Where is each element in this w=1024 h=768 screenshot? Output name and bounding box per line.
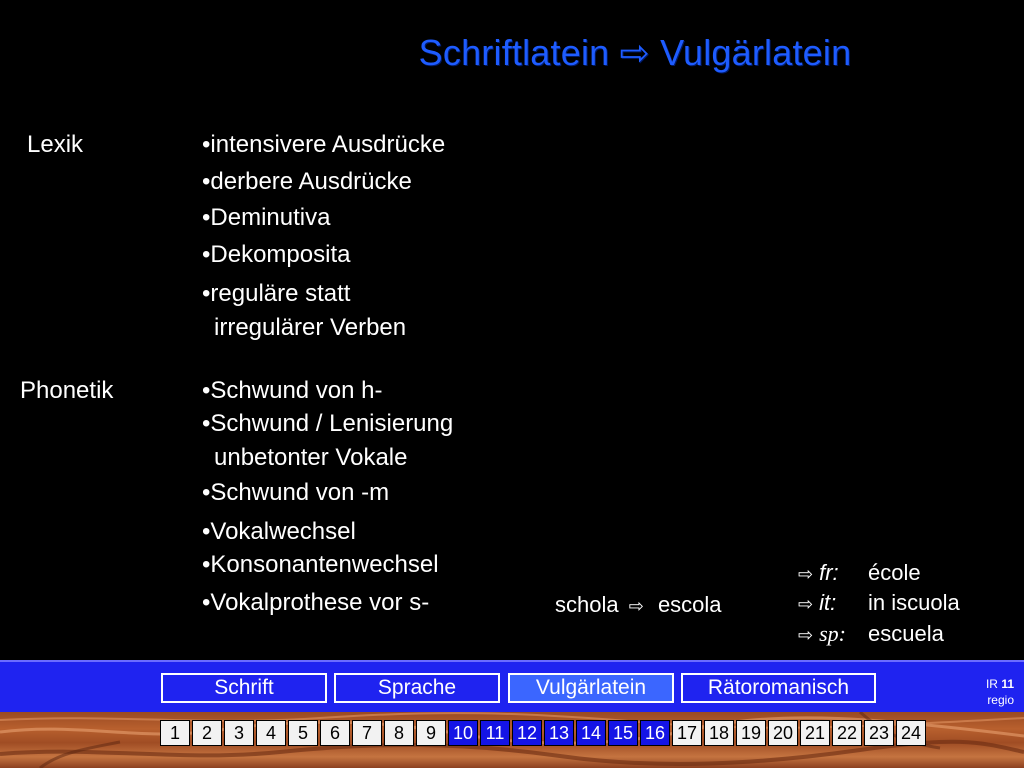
lang-label: fr: [819,560,839,585]
example-sp-word: escuela [868,621,944,646]
section-label-phonetik: Phonetik [20,377,114,404]
list-item: •Dekomposita [202,241,351,268]
page-button-9[interactable]: 9 [416,720,446,746]
slide-title: Schriftlatein ⇨ Vulgärlatein [418,32,852,73]
page-button-5[interactable]: 5 [288,720,318,746]
example-target: escola [657,592,722,617]
example-source: schola [555,592,619,617]
nav-sprache[interactable]: Sprache [334,673,500,703]
page-button-14[interactable]: 14 [576,720,606,746]
slide-ref-number: 11 [1001,677,1014,691]
list-item: •Schwund von h- [202,377,383,404]
list-item: •intensivere Ausdrücke [202,131,446,158]
arrow-right-icon: ⇨ [798,594,814,614]
nav-vulgaerlatein[interactable]: Vulgärlatein [508,673,674,703]
lang-label: it: [819,590,837,615]
nav-bar [0,660,1024,712]
example-fr [798,560,839,586]
slide-ref-prefix: IR [985,677,998,691]
page-button-4[interactable]: 4 [256,720,286,746]
page-button-12[interactable]: 12 [512,720,542,746]
lang-label: sp: [819,621,846,646]
example-derivation [555,592,722,618]
list-item: •Schwund / Lenisierung [202,410,454,437]
page-button-16[interactable]: 16 [640,720,670,746]
nav-schrift[interactable]: Schrift [161,673,327,703]
list-item: •Schwund von -m [202,479,390,506]
page-button-1[interactable]: 1 [160,720,190,746]
list-item: irregulärer Verben [214,314,407,341]
example-fr-word: école [868,560,921,585]
nav-raetoromanisch[interactable]: Rätoromanisch [681,673,876,703]
list-item: •Deminutiva [202,204,331,231]
page-button-7[interactable]: 7 [352,720,382,746]
arrow-right-icon: ⇨ [798,564,814,584]
example-it-word: in iscuola [868,590,960,615]
page-button-24[interactable]: 24 [896,720,926,746]
page-button-8[interactable]: 8 [384,720,414,746]
list-item: •Vokalwechsel [202,518,356,545]
slide-reference [986,676,1014,708]
page-button-2[interactable]: 2 [192,720,222,746]
list-item: •derbere Ausdrücke [202,168,412,195]
slide-ref-sub: regio [987,693,1014,707]
page-navigation [160,720,928,748]
section-label-lexik: Lexik [27,131,84,158]
page-button-19[interactable]: 19 [736,720,766,746]
arrow-right-icon: ⇨ [628,596,644,616]
page-button-11[interactable]: 11 [480,720,510,746]
page-button-13[interactable]: 13 [544,720,574,746]
page-button-17[interactable]: 17 [672,720,702,746]
example-it [798,590,836,616]
page-button-23[interactable]: 23 [864,720,894,746]
list-item: •Vokalprothese vor s- [202,589,430,616]
page-button-18[interactable]: 18 [704,720,734,746]
page-button-20[interactable]: 20 [768,720,798,746]
example-sp [798,621,846,647]
page-button-6[interactable]: 6 [320,720,350,746]
page-button-10[interactable]: 10 [448,720,478,746]
list-item: unbetonter Vokale [214,444,408,471]
page-button-15[interactable]: 15 [608,720,638,746]
list-item: •reguläre statt [202,280,351,307]
page-button-21[interactable]: 21 [800,720,830,746]
page-button-22[interactable]: 22 [832,720,862,746]
arrow-right-icon: ⇨ [798,625,814,645]
page-button-3[interactable]: 3 [224,720,254,746]
list-item: •Konsonantenwechsel [202,551,439,578]
